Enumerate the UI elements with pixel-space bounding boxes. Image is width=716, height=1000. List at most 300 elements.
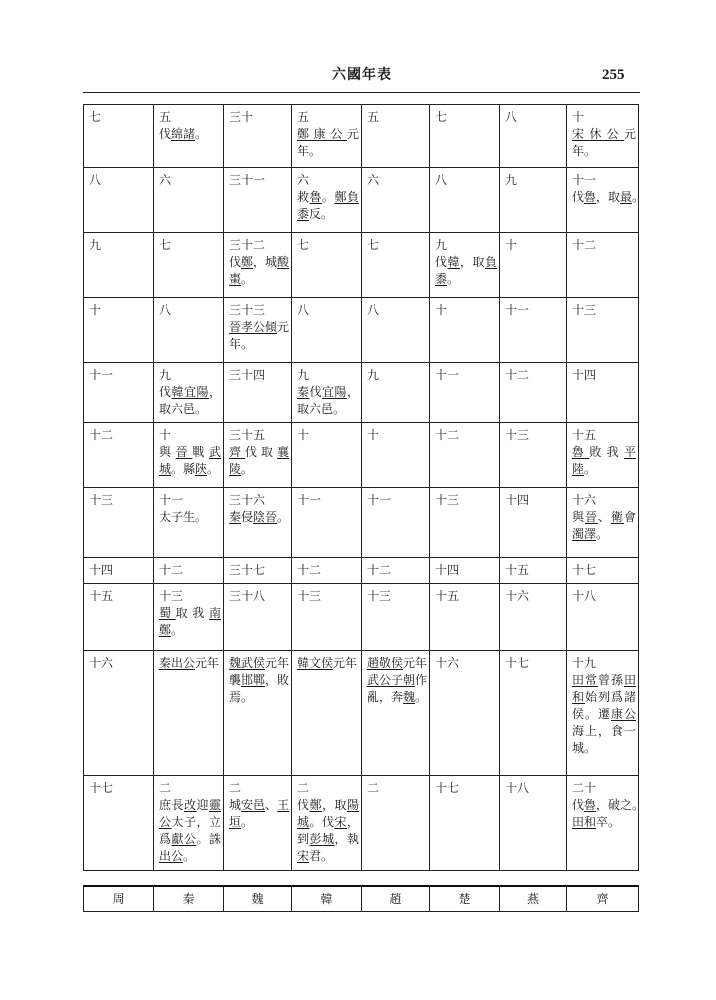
entry-line [159, 401, 221, 418]
text-segment: 十九 [572, 656, 597, 670]
table-row [84, 651, 639, 776]
cell-qi [567, 776, 645, 871]
text-segment: 。 [321, 190, 335, 204]
entry-heading [229, 237, 289, 254]
text-segment: 庶長 [159, 798, 184, 812]
text-segment: 十六 [435, 656, 460, 670]
text-segment: 。縣 [171, 462, 196, 476]
text-segment: 太子生。 [159, 510, 208, 524]
entry-heading [435, 427, 497, 444]
text-segment: 。 [241, 272, 254, 286]
text-segment: 城。 [572, 741, 597, 755]
chronology-table [83, 104, 645, 871]
text-segment: 十八 [505, 781, 530, 795]
text-segment: 與 [572, 510, 585, 524]
text-segment: 襲 [229, 673, 242, 687]
page-number: 255 [602, 67, 625, 83]
proper-noun: 田常 [572, 673, 598, 687]
entry-line [297, 814, 359, 831]
entry-line [572, 526, 636, 543]
entry-heading [229, 562, 289, 579]
entry-heading [297, 237, 359, 254]
text-segment: 作 [415, 673, 428, 687]
cell-zhou [84, 233, 154, 298]
text-segment: 七 [435, 110, 448, 124]
entry-heading [367, 367, 427, 384]
entry-heading [297, 492, 359, 509]
text-segment: 九 [435, 238, 448, 252]
text-segment: 十四 [572, 368, 597, 382]
entry-line [297, 401, 359, 418]
entry-line [297, 384, 359, 401]
text-segment: 六 [297, 173, 310, 187]
text-segment: 三十八 [229, 589, 266, 603]
proper-noun: 晉孝公傾 [229, 320, 278, 334]
table-row [84, 298, 639, 363]
text-segment: 十一 [159, 493, 184, 507]
text-segment: 伐取 [245, 445, 277, 459]
text-segment: 爲 [159, 832, 172, 846]
state-label-zhao: 趙 [362, 886, 430, 911]
text-segment: 十三 [297, 589, 322, 603]
cell-han [292, 233, 362, 298]
entry-heading [435, 780, 497, 797]
proper-noun: 和 [572, 690, 585, 704]
text-segment: 十七 [435, 781, 460, 795]
cell-chu [430, 233, 500, 298]
text-segment: 年。 [572, 144, 597, 158]
text-segment: ，執 [334, 832, 359, 846]
entry-heading [572, 237, 636, 254]
entry-heading [297, 172, 359, 189]
cell-wei [224, 105, 292, 168]
proper-noun: 魯 [572, 445, 590, 459]
text-segment: 八 [89, 173, 102, 187]
text-segment: 取六邑。 [159, 402, 208, 416]
text-segment: 太子，立 [171, 815, 221, 829]
proper-noun: 魯 [584, 190, 597, 204]
cell-yan [500, 488, 567, 558]
proper-noun: 綿諸 [171, 127, 196, 141]
entry-heading [435, 302, 497, 319]
entry-line [572, 143, 636, 160]
text-segment: 十三 [367, 589, 392, 603]
entry-heading [89, 492, 151, 509]
entry-line [159, 461, 221, 478]
cell-zhou [84, 423, 154, 488]
proper-noun: 晉 [175, 445, 193, 459]
cell-qi [567, 558, 639, 584]
cell-zhao [362, 584, 430, 651]
text-segment: 取我 [175, 606, 209, 620]
cell-zhao [362, 105, 430, 168]
text-segment: 二 [297, 781, 310, 795]
text-segment: 。 [596, 527, 609, 541]
entry-line [297, 797, 359, 814]
text-segment: 十五 [572, 428, 597, 442]
cell-wei [224, 298, 292, 363]
entry-line [297, 126, 359, 143]
table-row [84, 105, 639, 168]
text-segment: 伐 [297, 798, 310, 812]
text-segment: 十 [159, 428, 172, 442]
state-label-row [84, 886, 639, 911]
table-row [84, 488, 639, 558]
text-segment: 十五 [89, 589, 114, 603]
entry-line [572, 740, 636, 757]
cell-chu [430, 363, 500, 423]
text-segment: 十五 [435, 589, 460, 603]
proper-noun: 陽 [346, 798, 359, 812]
cell-wei [224, 558, 292, 584]
text-segment: 元年 [195, 656, 220, 670]
text-segment: 。 [277, 510, 290, 524]
state-label-chu: 楚 [430, 886, 500, 911]
text-segment: 十 [89, 303, 102, 317]
cell-han [292, 558, 362, 584]
cell-zhao [362, 558, 430, 584]
cell-zhao [362, 651, 430, 776]
text-segment: 二 [367, 781, 380, 795]
cell-chu [430, 488, 500, 558]
cell-yan [500, 105, 567, 168]
text-segment: 元 [277, 320, 290, 334]
entry-heading [505, 237, 564, 254]
text-segment: 取六邑。 [297, 402, 346, 416]
text-segment: 十二 [297, 563, 322, 577]
entry-heading [229, 780, 289, 797]
cell-qin [154, 488, 224, 558]
entry-heading [505, 172, 564, 189]
text-segment: 十三 [505, 428, 530, 442]
text-segment: 卒。 [596, 815, 621, 829]
text-segment: 三十一 [229, 173, 266, 187]
proper-noun: 陵 [229, 462, 242, 476]
entry-heading [159, 562, 221, 579]
table-row [84, 558, 639, 584]
entry-heading [89, 780, 151, 797]
proper-noun: 魏武侯 [229, 656, 266, 670]
cell-wei [224, 363, 292, 423]
text-segment: 十三 [159, 589, 184, 603]
entry-heading [367, 172, 427, 189]
text-segment: 十一 [505, 303, 530, 317]
proper-noun: 鄭 [334, 190, 347, 204]
cell-qin [154, 298, 224, 363]
entry-heading [159, 492, 221, 509]
proper-noun: 鄭康公 [297, 127, 347, 141]
text-segment: 海上，食一 [572, 724, 636, 738]
proper-noun: 武 [208, 445, 221, 459]
proper-noun: 陰晉 [253, 510, 278, 524]
entry-heading [367, 655, 427, 672]
state-column-labels [83, 885, 639, 912]
text-segment: 元年 [403, 656, 428, 670]
text-segment: ， [208, 385, 221, 399]
text-segment: 。 [195, 127, 208, 141]
text-segment: 十 [435, 303, 448, 317]
entry-heading [297, 655, 359, 672]
text-segment: 八 [367, 303, 380, 317]
cell-qin [154, 584, 224, 651]
text-segment: 三十五 [229, 428, 266, 442]
cell-yan [500, 298, 567, 363]
cell-wei [224, 233, 292, 298]
entry-heading [572, 172, 636, 189]
text-segment: 八 [505, 110, 518, 124]
text-segment: 元年 [333, 656, 358, 670]
proper-noun: 彭城 [309, 832, 335, 846]
entry-line [367, 672, 427, 689]
entry-heading [297, 302, 359, 319]
entry-line [572, 723, 636, 740]
entry-heading [89, 302, 151, 319]
proper-noun: 武公子朝 [367, 673, 416, 687]
text-segment: 九 [89, 238, 102, 252]
text-segment: ， [346, 815, 359, 829]
cell-han [292, 488, 362, 558]
proper-noun: 公 [159, 815, 172, 829]
text-segment: 九 [367, 368, 380, 382]
cell-zhou [84, 584, 154, 651]
text-segment: 十 [297, 428, 310, 442]
cell-qi [567, 363, 639, 423]
entry-line [297, 189, 359, 206]
proper-noun: 南 [208, 606, 221, 620]
entry-line [367, 689, 427, 706]
text-segment: 十七 [505, 656, 530, 670]
text-segment: 十七 [572, 563, 597, 577]
entry-heading [229, 172, 289, 189]
text-segment: 。 [171, 623, 184, 637]
entry-line [159, 831, 221, 848]
state-label-zhou: 周 [84, 886, 154, 911]
cell-wei [224, 423, 292, 488]
proper-noun: 陝 [195, 462, 208, 476]
proper-noun: 秦 [229, 510, 242, 524]
cell-zhou [84, 105, 154, 168]
text-segment: 十 [367, 428, 380, 442]
proper-noun: 鄭 [309, 798, 322, 812]
proper-noun: 魯 [584, 798, 597, 812]
cell-wei [224, 168, 292, 233]
text-segment: 伐 [309, 385, 322, 399]
entry-heading [297, 780, 359, 797]
annals-body [84, 105, 645, 871]
cell-han [292, 168, 362, 233]
text-segment: 戰 [192, 445, 209, 459]
proper-noun: 棗 [229, 272, 242, 286]
entry-line [572, 689, 636, 706]
cell-qin [154, 363, 224, 423]
text-segment: 六 [159, 173, 172, 187]
text-segment: 。 [183, 849, 196, 863]
text-segment: 七 [159, 238, 172, 252]
cell-qin [154, 105, 224, 168]
entry-heading [435, 237, 497, 254]
entry-line [572, 444, 636, 461]
cell-yan [500, 423, 567, 488]
cell-zhao [362, 423, 430, 488]
proper-noun: 鄭 [159, 623, 172, 637]
entry-heading [505, 655, 564, 672]
entry-line [435, 271, 497, 288]
proper-noun: 垣 [229, 815, 242, 829]
entry-line [572, 509, 636, 526]
entry-heading [159, 302, 221, 319]
proper-noun: 宜陽 [184, 385, 209, 399]
entry-line [229, 689, 289, 706]
entry-heading [505, 588, 564, 605]
proper-noun: 黍 [435, 272, 448, 286]
proper-noun: 蜀 [159, 606, 176, 620]
text-segment: 十三 [572, 303, 597, 317]
entry-line [297, 206, 359, 223]
cell-chu [430, 776, 500, 871]
table-row [84, 776, 639, 871]
entry-heading [159, 367, 221, 384]
text-segment: 十七 [89, 781, 114, 795]
entry-heading [367, 562, 427, 579]
text-segment: 十三 [435, 493, 460, 507]
proper-noun: 黍 [297, 207, 310, 221]
text-segment: 救 [297, 190, 310, 204]
proper-noun: 襄 [276, 445, 289, 459]
text-segment: 亂，奔 [367, 690, 404, 704]
text-segment: 。誅 [196, 832, 221, 846]
entry-heading [435, 109, 497, 126]
proper-noun: 韓文侯 [297, 656, 334, 670]
table-row [84, 423, 639, 488]
entry-line [572, 461, 636, 478]
entry-heading [572, 780, 636, 797]
text-segment: 、 [265, 798, 278, 812]
entry-heading [89, 109, 151, 126]
proper-noun: 邯鄲 [241, 673, 266, 687]
cell-chu [430, 168, 500, 233]
text-segment: 十二 [367, 563, 392, 577]
text-segment: 七 [297, 238, 310, 252]
entry-heading [229, 588, 289, 605]
entry-heading [367, 427, 427, 444]
cell-han [292, 584, 362, 651]
entry-heading [89, 562, 151, 579]
entry-line [229, 814, 289, 831]
cell-wei [224, 488, 292, 558]
proper-noun: 秦 [297, 385, 310, 399]
entry-line [159, 384, 221, 401]
entry-line [229, 509, 289, 526]
text-segment: 二 [159, 781, 172, 795]
entry-heading [435, 367, 497, 384]
cell-yan [500, 558, 567, 584]
proper-noun: 衛 [610, 510, 624, 524]
proper-noun: 魯 [309, 190, 322, 204]
entry-heading [89, 655, 151, 672]
text-segment: 十一 [89, 368, 114, 382]
text-segment: 十 [572, 110, 585, 124]
cell-yan [500, 168, 567, 233]
text-segment: 十六 [89, 656, 114, 670]
proper-noun: 晉 [584, 510, 598, 524]
entry-line [572, 672, 636, 689]
entry-heading [572, 427, 636, 444]
entry-heading [435, 655, 497, 672]
cell-wei [224, 584, 292, 651]
proper-noun: 宋 [334, 815, 347, 829]
entry-heading [367, 492, 427, 509]
text-segment: 十一 [572, 173, 597, 187]
text-segment: ，取 [460, 255, 485, 269]
entry-heading [505, 427, 564, 444]
proper-noun: 田 [623, 673, 636, 687]
proper-noun: 改 [183, 798, 197, 812]
proper-noun: 出公 [159, 849, 184, 863]
page-title: 六國年表 [332, 67, 392, 83]
text-segment: 曾孫 [597, 673, 624, 687]
entry-heading [572, 302, 636, 319]
entry-line [435, 254, 497, 271]
text-segment: 迎 [196, 798, 209, 812]
text-segment: 五 [159, 110, 172, 124]
cell-han [292, 423, 362, 488]
text-segment: 。 [584, 462, 597, 476]
text-segment: 三十三 [229, 303, 266, 317]
text-segment: 二 [229, 781, 242, 795]
text-segment: 會 [623, 510, 636, 524]
proper-noun: 酸 [277, 255, 290, 269]
entry-heading [367, 109, 427, 126]
cell-chu [430, 584, 500, 651]
cell-han [292, 651, 362, 776]
cell-qi [567, 488, 639, 558]
entry-line [229, 444, 289, 461]
cell-wei [224, 776, 292, 871]
proper-noun: 獻公 [171, 832, 197, 846]
entry-heading [159, 780, 221, 797]
table-row [84, 363, 639, 423]
entry-heading [505, 562, 564, 579]
entry-line [159, 622, 221, 639]
entry-heading [89, 367, 151, 384]
text-segment: 、 [597, 510, 611, 524]
text-segment: ，破之。 [596, 798, 645, 812]
text-segment: 君。 [309, 849, 334, 863]
cell-yan [500, 776, 567, 871]
text-segment: 十一 [297, 493, 322, 507]
entry-heading [229, 655, 289, 672]
text-segment: 十二 [572, 238, 597, 252]
text-segment: 十二 [505, 368, 530, 382]
cell-chu [430, 651, 500, 776]
text-segment: 。伐 [309, 815, 335, 829]
text-segment: 二十 [572, 781, 597, 795]
text-segment: 焉。 [229, 690, 254, 704]
entry-heading [572, 655, 636, 672]
state-label-qi: 齊 [567, 886, 639, 911]
entry-heading [367, 302, 427, 319]
text-segment: 伐 [159, 127, 172, 141]
text-segment: 十四 [505, 493, 530, 507]
text-segment: 元 [623, 127, 636, 141]
text-segment: 九 [297, 368, 310, 382]
proper-noun: 宋休公 [572, 127, 624, 141]
cell-chu [430, 558, 500, 584]
entry-heading [572, 492, 636, 509]
cell-zhao [362, 488, 430, 558]
entry-heading [367, 588, 427, 605]
entry-heading [505, 367, 564, 384]
